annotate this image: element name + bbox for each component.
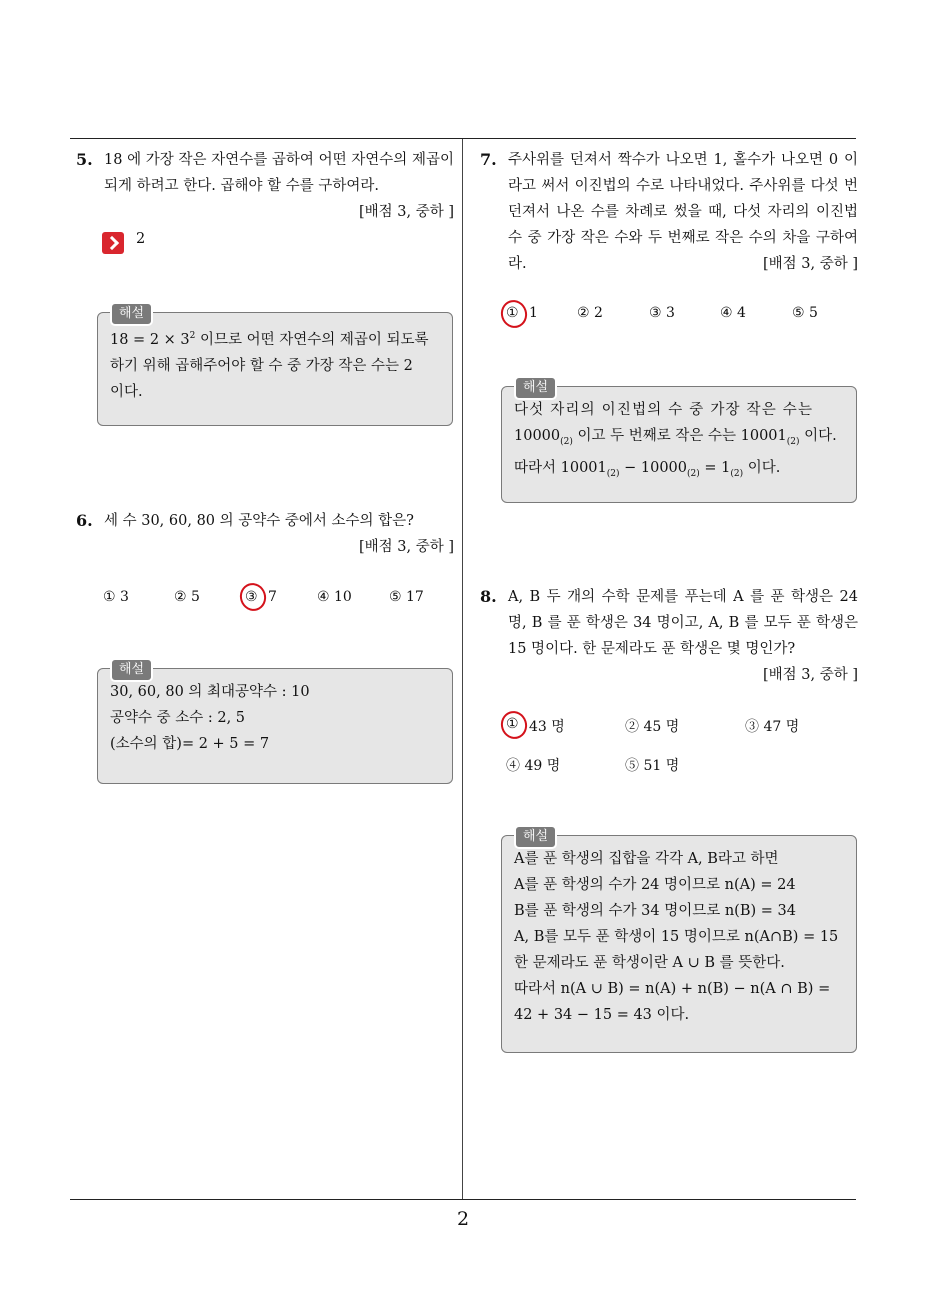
- explanation-line: 이다.: [110, 383, 143, 400]
- explanation-line: $18 = 2 \times 3^2$ 이므로 어떤 자연수의 제곱이 되도록: [110, 331, 429, 348]
- question-text: 주사위를 던져서 짝수가 나오면 1, 홀수가 나오면 0 이라고 써서 이진법의 수로 나타내었다. 주사위를 다섯 번 던져서 나온 수를 차례로 썼을 때, 다섯 자리의 이진법 수 중 가장 작은 수와 두 번째로 작은 수의 차을 구하여라.: [508, 152, 858, 272]
- explanation-line: A, B를 모두 푼 학생이 15 명이므로 n(A∩B) = 15: [514, 929, 839, 945]
- question-number: 6.: [76, 511, 93, 530]
- question-8: [480, 584, 858, 688]
- selected-answer-circle: [497, 297, 530, 332]
- explanation-line: $10000_{(2)}$ 이고 두 번째로 작은 수는 $10001_{(2)}$ 이다.: [514, 428, 837, 447]
- points-label: [배점 3, 중하 ]: [762, 256, 858, 272]
- top-rule: [70, 138, 856, 139]
- choice-5[interactable]: ⑤ 5: [792, 305, 818, 321]
- explanation-line: 하기 위해 곱해주어야 할 수 중 가장 작은 수는 2: [110, 357, 413, 374]
- choice-3[interactable]: ③: [245, 589, 258, 605]
- question-number: 8.: [480, 587, 497, 606]
- page-number: 2: [456, 1208, 470, 1230]
- explanation-box-7: [501, 380, 857, 503]
- explanation-line: (소수의 합)= 2 + 5 = 7: [110, 736, 270, 752]
- explanation-label: 해설: [514, 825, 557, 849]
- choice-4[interactable]: ④ 4: [720, 305, 746, 321]
- explanation-box-8: [501, 829, 857, 1053]
- points-label: [배점 3, 중하 ]: [358, 539, 454, 555]
- choice-1[interactable]: ①: [506, 305, 519, 321]
- question-6: [76, 508, 454, 560]
- question-number: 7.: [480, 150, 497, 169]
- choice-3-value: 7: [268, 589, 277, 605]
- question-number: 5.: [76, 150, 93, 169]
- explanation-line: 다섯 자리의 이진법의 수 중 가장 작은 수는: [514, 402, 814, 418]
- explanation-line: 42 + 34 − 15 = 43 이다.: [514, 1007, 690, 1023]
- explanation-line: A를 푼 학생의 수가 24 명이므로 n(A) = 24: [514, 877, 796, 893]
- choice-4[interactable]: ④ 10: [317, 589, 352, 605]
- choice-1-value: 43 명: [529, 719, 565, 735]
- explanation-line: B를 푼 학생의 수가 34 명이므로 n(B) = 34: [514, 903, 796, 919]
- bottom-rule: [70, 1199, 856, 1200]
- choice-3[interactable]: ③ 3: [649, 305, 675, 321]
- choice-3[interactable]: ③ 47 명: [745, 719, 800, 735]
- question-text: A, B 두 개의 수학 문제를 푸는데 A 를 푼 학생은 24 명, B 를 푼 학생은 34 명이고, A, B 를 모두 푼 학생은 15 명이다. 한 문제라도 푼 학생은 몇 명인가?: [508, 589, 858, 657]
- choice-5[interactable]: ⑤ 51 명: [625, 758, 680, 774]
- explanation-label: 해설: [110, 658, 153, 682]
- answer-arrow-icon: [102, 232, 124, 254]
- question-5: [76, 147, 454, 225]
- explanation-line: 따라서 n(A ∪ B) = n(A) + n(B) − n(A ∩ B) =: [514, 981, 831, 997]
- explanation-line: 공약수 중 소수 : 2, 5: [110, 710, 246, 726]
- choice-1[interactable]: ①: [506, 716, 519, 732]
- choice-1-value: 1: [529, 305, 538, 321]
- answer-value: 2: [136, 231, 146, 247]
- choice-5[interactable]: ⑤ 17: [389, 589, 424, 605]
- choice-1[interactable]: ① 3: [103, 589, 129, 605]
- explanation-line: 한 문제라도 푼 학생이란 A ∪ B 를 뜻한다.: [514, 955, 785, 971]
- question-text: 세 수 30, 60, 80 의 공약수 중에서 소수의 합은?: [104, 513, 414, 529]
- selected-answer-circle: [236, 580, 269, 615]
- choice-2[interactable]: ② 5: [174, 589, 200, 605]
- explanation-box-6: [97, 662, 453, 784]
- explanation-line: 30, 60, 80 의 최대공약수 : 10: [110, 684, 310, 700]
- explanation-box-5: [97, 306, 453, 426]
- explanation-label: 해설: [110, 302, 153, 326]
- selected-answer-circle: [497, 708, 530, 743]
- choice-2[interactable]: ② 2: [577, 305, 603, 321]
- explanation-line: A를 푼 학생의 집합을 각각 A, B라고 하면: [514, 851, 779, 867]
- points-label: [배점 3, 중하 ]: [358, 204, 454, 220]
- explanation-line: 따라서 $10001_{(2)} - 10000_{(2)} = 1_{(2)}$ 이다.: [514, 459, 781, 479]
- points-label: [배점 3, 중하 ]: [762, 667, 858, 683]
- explanation-label: 해설: [514, 376, 557, 400]
- column-divider: [462, 139, 463, 1199]
- choice-2[interactable]: ② 45 명: [625, 719, 680, 735]
- choice-4[interactable]: ④ 49 명: [506, 758, 561, 774]
- question-7: [480, 147, 858, 277]
- question-text: 18 에 가장 작은 자연수를 곱하여 어떤 자연수의 제곱이 되게 하려고 한다. 곱해야 할 수를 구하여라.: [104, 152, 454, 194]
